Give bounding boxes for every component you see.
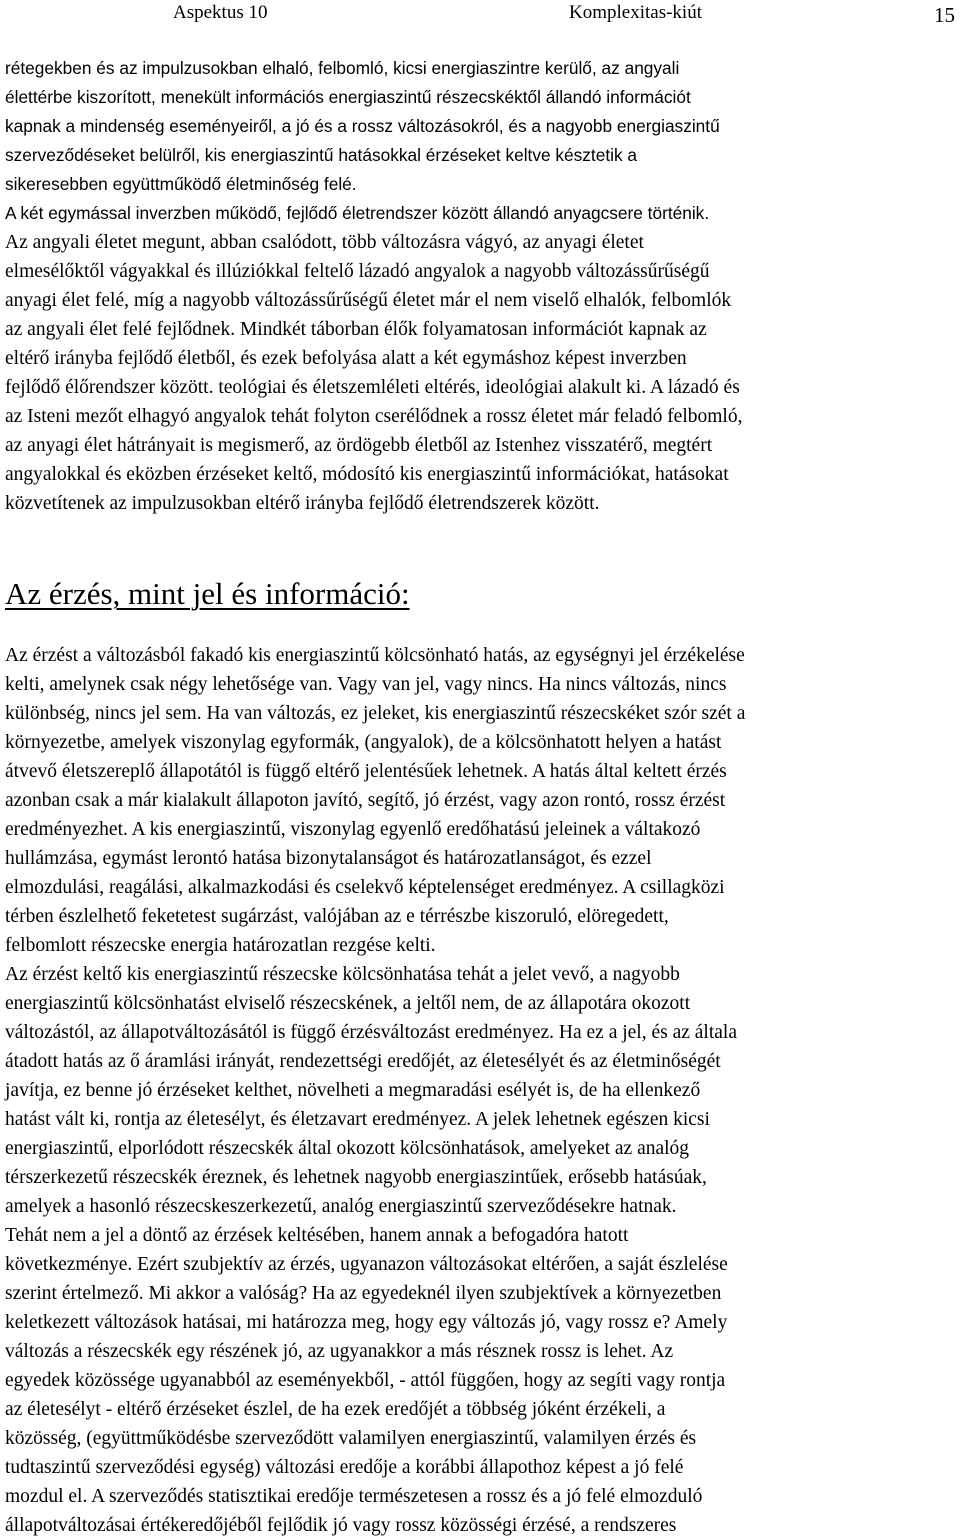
page-number: 15 <box>934 3 955 27</box>
text-line: az Isteni mezőt elhagyó angyalok tehát folyton cserélődnek a rossz életet már feladó felbomló, <box>5 406 743 427</box>
text-line: az angyali élet felé fejlődnek. Mindkét táborban élők folyamatosan információt kapnak az <box>5 319 707 340</box>
text-line: elmozdulási, reagálási, alkalmazkodási és cselekvő képtelenséget eredményez. A csillagközi <box>5 877 725 898</box>
text-line: Az érzést a változásból fakadó kis energiaszintű kölcsönható hatás, az egységnyi jel érzékelése <box>5 645 745 666</box>
text-line: javítja, ez benne jó érzéseket kelthet, növelheti a megmaradási esélyét is, de ha ellenkező <box>5 1080 701 1101</box>
text-line: mozdul el. A szerveződés statisztikai eredője természetesen a rossz és a jó felé elmozduló <box>5 1486 703 1507</box>
text-line: hullámzása, egymást lerontó hatása bizonytalanságot és határozatlanságot, és ezzel <box>5 848 652 869</box>
text-line: átadott hatás az ő áramlási irányát, rendezettségi eredőjét, az életesélyét és az életminőségét <box>5 1051 721 1072</box>
text-line: az életesélyt - eltérő érzéseket észlel, de ha ezek eredőjét a többség jóként érzékeli, a <box>5 1399 666 1420</box>
text-line: elmesélőktől vágyakkal és illúziókkal feltelő lázadó angyalok a nagyobb változássűrűségű <box>5 261 710 282</box>
text-line: átvevő életszereplő állapotától is függő eltérő jelentésűek lehetnek. A hatás által keltett érzés <box>5 761 727 782</box>
text-line: az anyagi élet hátrányait is megismerő, az ördögebb életből az Istenhez visszatérő, megtért <box>5 435 713 456</box>
text-line: amelyek a hasonló részecskeszerkezetű, analóg energiaszintű szerveződésekre hatnak. <box>5 1196 677 1217</box>
text-line: keletkezett változások hatásai, mi határozza meg, hogy egy változás jó, vagy rossz e? Amely <box>5 1312 728 1333</box>
text-line: térben észlelhető feketetest sugárzást, valójában az e térrészbe kiszoruló, elöregedett, <box>5 906 669 927</box>
text-line: tudtaszintű szerveződési egység) változási eredője a korábbi állapothoz képest a jó felé <box>5 1457 684 1478</box>
text-line: állapotváltozásai értékeredőjéből fejlődik jó vagy rossz közösségi érzésé, a rendszeres <box>5 1515 677 1536</box>
paragraph-feeling-signal <box>5 641 960 1540</box>
text-line: következménye. Ezért szubjektív az érzés, ugyanazon változásokat eltérően, a saját észlelése <box>5 1254 728 1275</box>
text-line: térszerkezetű részecskék éreznek, és lehetnek nagyobb energiaszintűek, erősebb hatásúak, <box>5 1167 707 1188</box>
text-line: A két egymással inverzben működő, fejlődő életrendszer között állandó anyagcsere történik. <box>5 203 710 223</box>
text-line: egyedek közössége ugyanabból az eseményekből, - attól függően, hogy az segíti vagy rontja <box>5 1370 726 1391</box>
text-line: szerint értelmező. Mi akkor a valóság? Ha az egyedeknél ilyen szubjektívek a környezetben <box>5 1283 722 1304</box>
text-line: Az érzést keltő kis energiaszintű részecske kölcsönhatása tehát a jelet vevő, a nagyobb <box>5 964 680 985</box>
text-line: Tehát nem a jel a döntő az érzések keltésében, hanem annak a befogadóra hatott <box>5 1225 629 1246</box>
text-line: sikeresebben együttműködő életminőség felé. <box>5 174 357 194</box>
text-line: változástól, az állapotváltozásától is függő érzésváltozást eredményez. Ha ez a jel, és az általa <box>5 1022 737 1043</box>
text-line: környezetbe, amelyek viszonylag egyformák, (angyalok), de a kölcsönhatott helyen a hatást <box>5 732 722 753</box>
text-line: rétegekben és az impulzusokban elhaló, felbomló, kicsi energiaszintre kerülő, az angyali <box>5 58 680 78</box>
text-line: élettérbe kiszorított, menekült információs energiaszintű részecskéktől állandó információt <box>5 87 691 107</box>
text-line: közösség, (együttműködésbe szerveződött valamilyen energiaszintű, valamilyen érzés és <box>5 1428 697 1449</box>
text-line: hatást vált ki, rontja az életesélyt, és életzavart eredményez. A jelek lehetnek egészen kicsi <box>5 1109 710 1130</box>
section-heading: Az érzés, mint jel és információ: <box>5 576 410 611</box>
page-header <box>0 0 960 30</box>
text-line: azonban csak a már kialakult állapoton javító, segítő, jó érzést, vagy azon rontó, rossz érzést <box>5 790 726 811</box>
paragraph-angelic-realm <box>5 54 960 228</box>
text-line: kelti, amelynek csak négy lehetősége van. Vagy van jel, vagy nincs. Ha nincs változás, nincs <box>5 674 727 695</box>
header-chapter-title: Komplexitas-kiút <box>569 2 702 23</box>
text-line: különbség, nincs jel sem. Ha van változás, ez jeleket, kis energiaszintű részecskéket szór szét a <box>5 703 746 724</box>
header-book-title: Aspektus 10 <box>173 2 268 23</box>
paragraph-rebel-angels <box>5 228 960 518</box>
text-line: eltérő irányba fejlődő életből, és ezek befolyása alatt a két egymáshoz képest inverzben <box>5 348 687 369</box>
text-line: szerveződéseket belülről, kis energiaszintű hatásokkal érzéseket keltve késztetik a <box>5 145 638 165</box>
text-line: közvetítenek az impulzusokban eltérő irányba fejlődő életrendszerek között. <box>5 493 600 514</box>
text-line: változás a részecskék egy részének jó, az ugyanakkor a más résznek rossz is lehet. Az <box>5 1341 674 1362</box>
text-line: kapnak a mindenség eseményeiről, a jó és a rossz változásokról, és a nagyobb energiaszintű <box>5 116 720 136</box>
text-line: angyalokkal és eközben érzéseket keltő, módosító kis energiaszintű információkat, hatásokat <box>5 464 729 485</box>
text-line: fejlődő élőrendszer között. teológiai és életszemléleti eltérés, ideológiai alakult ki. A lázadó és <box>5 377 740 398</box>
text-line: eredményezhet. A kis energiaszintű, viszonylag egyenlő eredőhatású jeleinek a váltakozó <box>5 819 701 840</box>
text-line: energiaszintű kölcsönhatást elviselő részecskének, a jeltől nem, de az állapotára okozott <box>5 993 691 1014</box>
text-line: energiaszintű, elporlódott részecskék által okozott kölcsönhatások, amelyeket az analóg <box>5 1138 690 1159</box>
text-line: Az angyali életet megunt, abban csalódott, több változásra vágyó, az anyagi életet <box>5 232 644 253</box>
text-line: anyagi élet felé, míg a nagyobb változássűrűségű életet már el nem viselő elhalók, felbomlók <box>5 290 732 311</box>
text-line: felbomlott részecske energia határozatlan rezgése kelti. <box>5 935 436 956</box>
